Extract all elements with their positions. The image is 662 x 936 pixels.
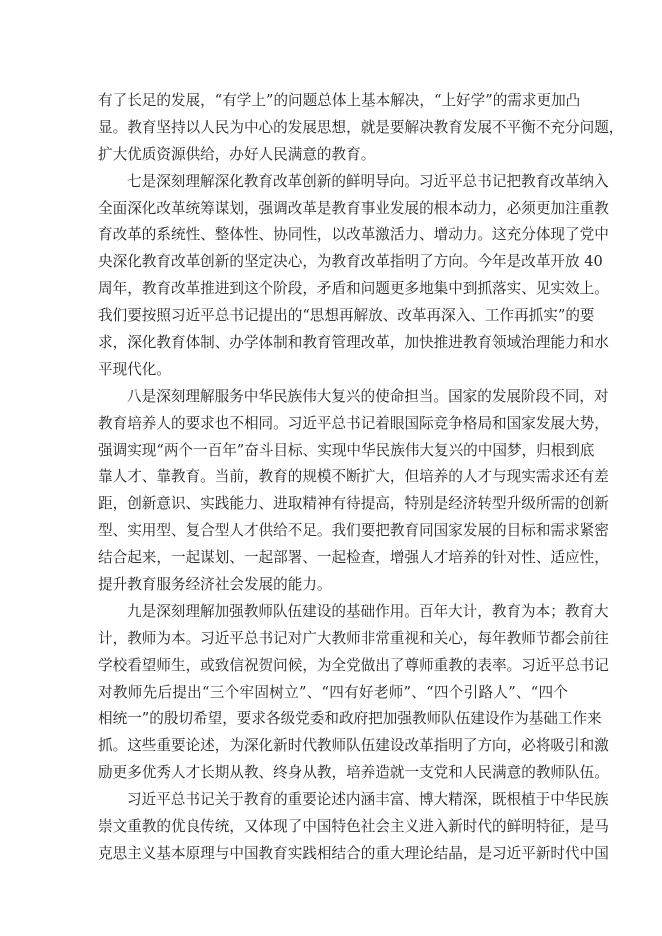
- paragraph: [98, 787, 609, 868]
- text-line: 提升教育服务经济社会发展的能力。: [98, 576, 332, 594]
- document-page: [98, 88, 624, 868]
- text-line: 靠人才、靠教育。当前，教育的规模不断扩大，但培养的人才与现实需求还有差: [98, 468, 609, 486]
- paragraph: [98, 169, 609, 384]
- text-line: 对教师先后提出“三个牢固树立”、“四有好老师”、“四个引路人”、“四个: [98, 683, 568, 701]
- text-line: 八是深刻理解服务中华民族伟大复兴的使命担当。国家的发展阶段不同，对: [127, 387, 609, 405]
- text-line: 崇文重教的优良传统，又体现了中国特色社会主义进入新时代的鲜明特征，是马: [98, 818, 609, 836]
- text-line: 央深化教育改革创新的坚定决心，为教育改革指明了方向。今年是改革开放 40: [98, 253, 603, 271]
- text-line: 求，深化教育体制、办学体制和教育管理改革，加快推进教育领域治理能力和水: [98, 334, 609, 352]
- paragraph: [98, 599, 609, 787]
- text-line: 励更多优秀人才长期从教、终身从教，培养造就一支党和人民满意的教师队伍。: [98, 764, 609, 782]
- text-line: 抓。这些重要论述，为深化新时代教师队伍建设改革指明了方向，必将吸引和激: [98, 737, 609, 755]
- text-line: 结合起来，一起谋划、一起部署、一起检查，增强人才培养的针对性、适应性，: [98, 549, 609, 567]
- text-line: 九是深刻理解加强教师队伍建设的基础作用。百年大计，教育为本；教育大: [127, 602, 609, 620]
- text-line: 习近平总书记关于教育的重要论述内涵丰富、博大精深，既根植于中华民族: [127, 791, 609, 809]
- text-line: 相统一”的殷切希望，要求各级党委和政府把加强教师队伍建设作为基础工作来: [98, 710, 602, 728]
- text-line: 距，创新意识、实践能力、进取精神有待提高，特别是经济转型升级所需的创新: [98, 495, 609, 513]
- text-line: 计，教师为本。习近平总书记对广大教师非常重视和关心，每年教师节都会前往: [98, 629, 609, 647]
- text-line: 强调实现“两个一百年”奋斗目标、实现中华民族伟大复兴的中国梦，归根到底: [98, 441, 595, 459]
- text-line: 七是深刻理解深化教育改革创新的鲜明导向。习近平总书记把教育改革纳入: [127, 172, 609, 190]
- paragraph: [98, 384, 609, 599]
- text-line: 型、实用型、复合型人才供给不足。我们要把教育同国家发展的目标和需求紧密: [98, 522, 609, 540]
- text-line: 育改革的系统性、整体性、协同性，以改革激活力、增动力。这充分体现了党中: [98, 226, 609, 244]
- text-line: 克思主义基本原理与中国教育实践相结合的重大理论结晶，是习近平新时代中国: [98, 844, 609, 862]
- text-line: 平现代化。: [98, 360, 171, 378]
- text-line: 学校看望师生，或致信祝贺问候，为全党做出了尊师重教的表率。习近平总书记: [98, 656, 609, 674]
- text-line: 周年，教育改革推进到这个阶段，矛盾和问题更多地集中到抓落实、见实效上。: [98, 280, 609, 298]
- text-line: 显。教育坚持以人民为中心的发展思想，就是要解决教育发展不平衡不充分问题，: [98, 118, 624, 136]
- text-line: 扩大优质资源供给，办好人民满意的教育。: [98, 145, 376, 163]
- text-line: 我们要按照习近平总书记提出的“思想再解放、改革再深入、工作再抓实”的要: [98, 307, 595, 325]
- text-line: 教育培养人的要求也不相同。习近平总书记着眼国际竞争格局和国家发展大势，: [98, 414, 609, 432]
- text-line: 有了长足的发展，“有学上”的问题总体上基本解决，“上好学”的需求更加凸: [98, 92, 581, 109]
- paragraph: [98, 88, 624, 169]
- text-line: 全面深化改革统筹谋划，强调改革是教育事业发展的根本动力，必须更加注重教: [98, 199, 609, 217]
